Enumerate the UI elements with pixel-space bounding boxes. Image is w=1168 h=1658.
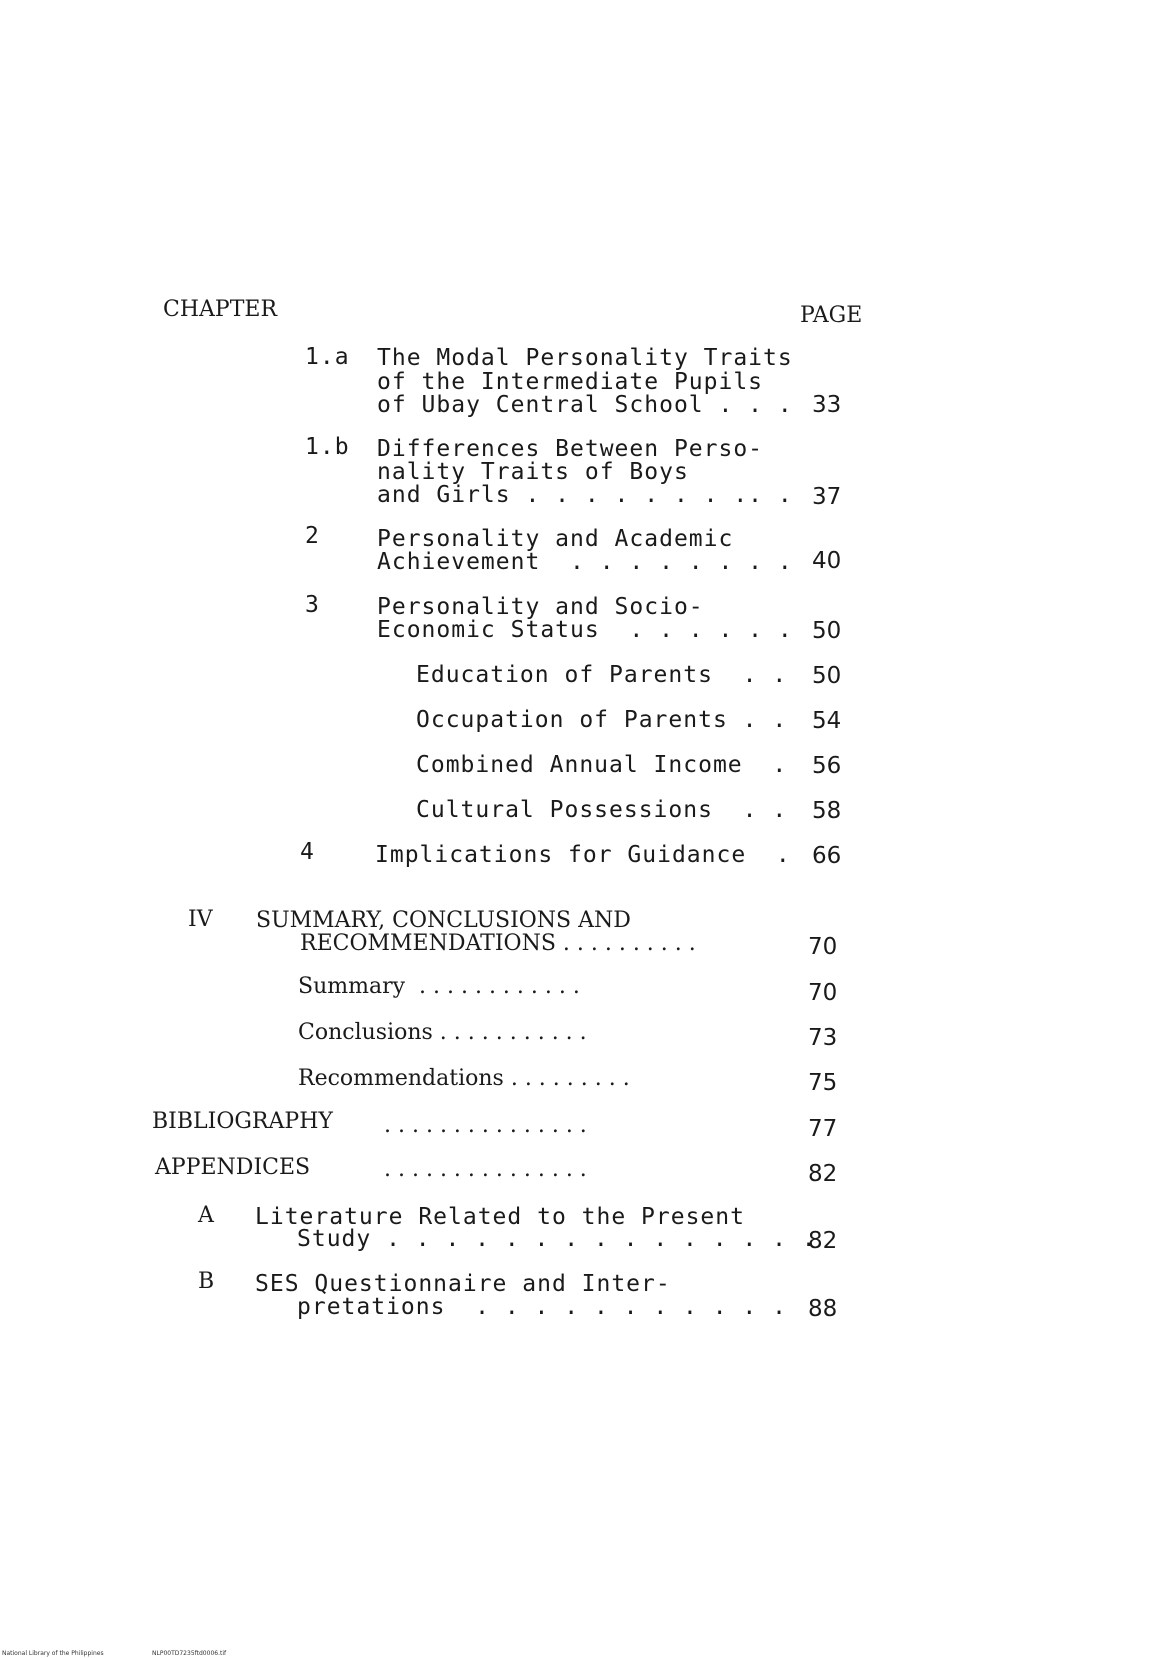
entry-1b-line3: and Girls . . . . . . . .. .	[377, 482, 793, 508]
bibliography-label: BIBLIOGRAPHY	[152, 1109, 333, 1134]
chapter-iv-title-line1: SUMMARY, CONCLUSIONS AND	[256, 908, 631, 933]
entry-1a-line3: of Ubay Central School . . .	[377, 392, 793, 418]
entry-summary-page: 70	[808, 980, 838, 1006]
entry-1a-line1: The Modal Personality Traits	[377, 345, 793, 371]
bibliography-leader: . . . . . . . . . . . . . . .	[384, 1113, 587, 1138]
chapter-header: CHAPTER	[163, 297, 278, 322]
entry-number-1a: 1.a	[305, 344, 350, 370]
chapter-iv-page: 70	[808, 934, 838, 960]
entry-1b-page: 37	[812, 484, 842, 510]
appendix-b-letter: B	[198, 1269, 215, 1294]
appendix-b-page: 88	[808, 1296, 838, 1322]
entry-conclusions: Conclusions . . . . . . . . . . .	[298, 1020, 587, 1045]
entry-number-2: 2	[305, 523, 320, 549]
entry-2-line1: Personality and Academic	[377, 526, 734, 552]
entry-education-of-parents: Education of Parents . .	[416, 662, 788, 688]
entry-occupation-of-parents: Occupation of Parents . .	[416, 707, 788, 733]
entry-cultural-page: 58	[812, 798, 842, 824]
appendices-page: 82	[808, 1161, 838, 1187]
entry-1a-page: 33	[812, 392, 842, 418]
entry-number-1b: 1.b	[305, 434, 350, 460]
entry-1b-line1: Differences Between Perso-	[377, 436, 764, 462]
chapter-iv-title-line2: RECOMMENDATIONS . . . . . . . . . .	[300, 931, 696, 956]
entry-recommendations-page: 75	[808, 1070, 838, 1096]
entry-implications: Implications for Guidance .	[375, 842, 791, 868]
entry-3-line2: Economic Status . . . . . .	[377, 617, 793, 643]
page-header: PAGE	[800, 303, 863, 328]
appendix-b-title-line2: pretations . . . . . . . . . . .	[297, 1294, 787, 1320]
entry-education-page: 50	[812, 663, 842, 689]
entry-3-line1: Personality and Socio-	[377, 594, 704, 620]
appendix-a-page: 82	[808, 1228, 838, 1254]
appendix-a-title-line1: Literature Related to the Present	[255, 1204, 745, 1230]
bibliography-page: 77	[808, 1116, 838, 1142]
entry-combined-annual-income: Combined Annual Income .	[416, 752, 788, 778]
appendix-a-title-line2: Study . . . . . . . . . . . . . . .	[297, 1226, 817, 1252]
entry-occupation-page: 54	[812, 708, 842, 734]
entry-2-line2: Achievement . . . . . . . .	[377, 549, 793, 575]
entry-1b-line2: nality Traits of Boys	[377, 459, 689, 485]
entry-number-4: 4	[300, 839, 315, 865]
entry-number-3: 3	[305, 592, 320, 618]
entry-summary: Summary . . . . . . . . . . . .	[298, 974, 580, 999]
entry-cultural-possessions: Cultural Possessions . .	[416, 797, 788, 823]
appendix-b-title-line1: SES Questionnaire and Inter-	[255, 1271, 671, 1297]
appendices-leader: . . . . . . . . . . . . . . .	[384, 1157, 587, 1182]
chapter-iv-number: IV	[188, 907, 213, 932]
appendix-a-letter: A	[198, 1203, 214, 1228]
footer-file-name: NLP00TD7235ftd0006.tif	[152, 1650, 227, 1657]
entry-implications-page: 66	[812, 843, 842, 869]
entry-1a-line2: of the Intermediate Pupils	[377, 369, 764, 395]
entry-2-page: 40	[812, 548, 842, 574]
entry-conclusions-page: 73	[808, 1025, 838, 1051]
entry-income-page: 56	[812, 753, 842, 779]
entry-recommendations: Recommendations . . . . . . . . .	[298, 1066, 630, 1091]
entry-3-page: 50	[812, 618, 842, 644]
appendices-label: APPENDICES	[155, 1155, 311, 1180]
footer-library-credit: National Library of the Philippines	[2, 1650, 104, 1657]
